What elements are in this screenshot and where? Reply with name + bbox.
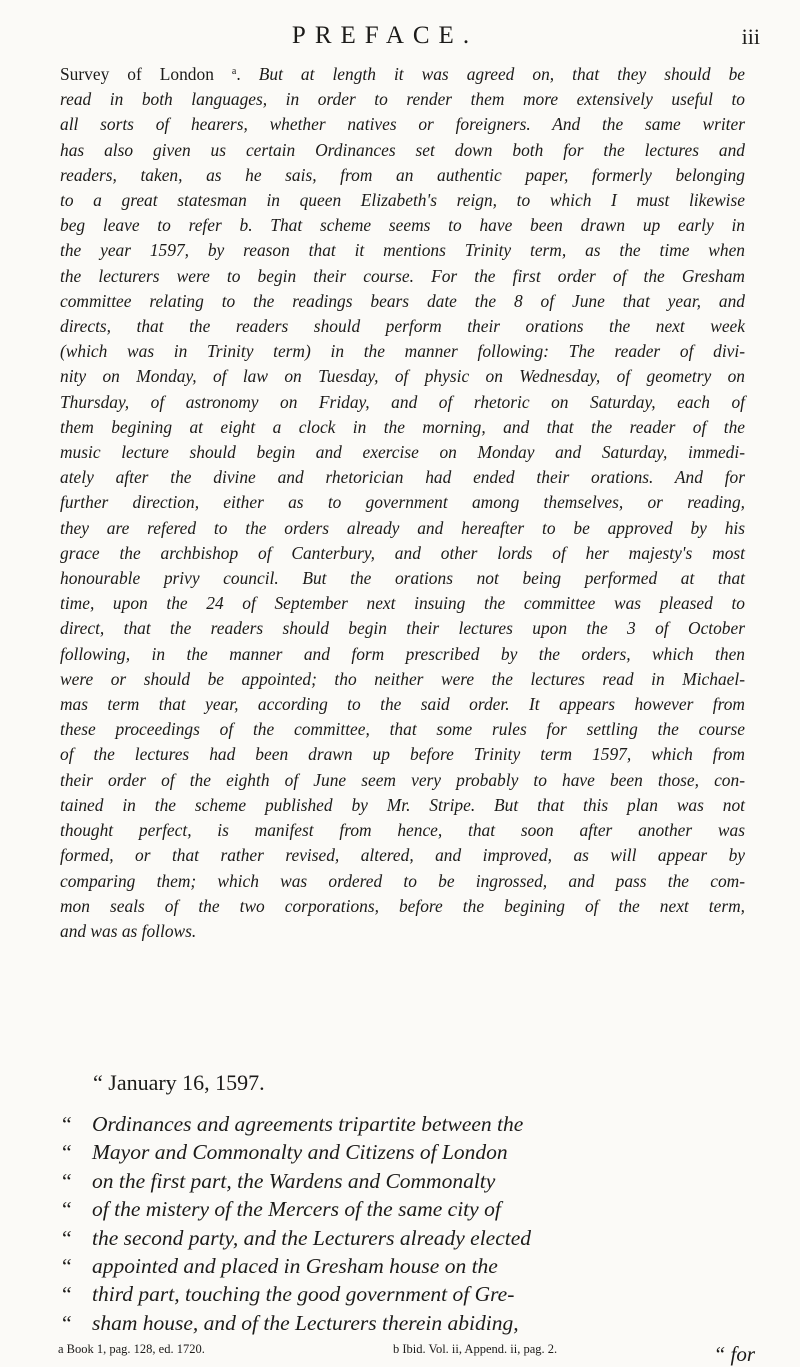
body-line (60, 768, 745, 793)
ordinance-line-text: on the first part, the Wardens and Commonalty (92, 1168, 496, 1193)
body-line (60, 188, 745, 213)
catchword: “ for (713, 1342, 755, 1366)
body-line-text: they are refered to the orders already and hereafter to be approved by his (60, 517, 745, 538)
ordinance-line (62, 1280, 762, 1308)
quote-mark: “ (62, 1168, 72, 1193)
ordinance-line (62, 1252, 762, 1280)
ordinance-line-text: the second party, and the Lecturers already elected (92, 1225, 532, 1250)
body-line-text: read in both languages, in order to render them more extensively useful to (60, 89, 745, 110)
ordinance-line (62, 1167, 762, 1195)
body-line (60, 692, 745, 717)
body-line (60, 415, 745, 440)
body-line (60, 667, 745, 692)
page-number: iii (741, 24, 760, 49)
quote-mark: “ (62, 1310, 72, 1335)
body-line (60, 238, 745, 263)
ordinance-date: “ January 16, 1597. (93, 1070, 265, 1095)
quote-mark: “ (62, 1254, 72, 1279)
ordinance-line-text: sham house, and of the Lecturers therein abiding, (92, 1310, 519, 1335)
running-title: PREFACE. (291, 22, 479, 49)
body-line-roman: Survey of London (60, 64, 232, 84)
body-line-text: of the lectures had been drawn up before Trinity term 1597, which from (60, 744, 745, 765)
body-line-text: formed, or that rather revised, altered, and improved, as will appear by (60, 845, 745, 866)
ordinance-line-text: third part, touching the good government of Gre- (92, 1282, 515, 1307)
body-line (60, 818, 745, 843)
body-line-text: and was as follows. (60, 920, 197, 941)
body-line (60, 364, 745, 389)
footnote-marker: a (231, 66, 237, 77)
body-line (60, 339, 745, 364)
body-line-text: direct, that the readers should begin their lectures upon the 3 of October (60, 618, 745, 639)
body-line (60, 591, 745, 616)
body-line (60, 112, 745, 137)
body-line (60, 163, 745, 188)
body-line (60, 541, 745, 566)
body-line-text: all sorts of hearers, whether natives or foreigners. And the same writer (60, 114, 745, 135)
body-line (60, 213, 745, 238)
body-line-text: these proceedings of the committee, that some rules for settling the course (60, 719, 745, 740)
body-line-text: further direction, either as to government among themselves, or reading, (60, 492, 745, 513)
ordinance-line-text: appointed and placed in Gresham house on the (92, 1254, 498, 1279)
body-line (60, 390, 745, 415)
body-line-text: (which was in Trinity term) in the manner following: The reader of divi- (60, 341, 745, 362)
ordinance-line-text: Ordinances and agreements tripartite between the (92, 1112, 524, 1136)
body-line-text: mon seals of the two corporations, before the begining of the next term, (60, 895, 745, 916)
body-line (60, 793, 745, 818)
body-line-text: time, upon the 24 of September next insuing the committee was pleased to (60, 593, 745, 614)
footnote-a: a Book 1, pag. 128, ed. 1720. (58, 1342, 205, 1356)
body-line (60, 894, 745, 919)
body-line (60, 465, 745, 490)
body-line (60, 314, 745, 339)
body-line (60, 616, 745, 641)
body-line-text: the lecturers were to begin their course. For the first order of the Gresham (60, 265, 745, 286)
ordinance-line (62, 1138, 762, 1166)
body-line-punct: . (236, 64, 259, 84)
body-line (60, 138, 745, 163)
body-line (60, 742, 745, 767)
body-line-text: thought perfect, is manifest from hence, that soon after another was (60, 820, 745, 841)
body-line-text: directs, that the readers should perform their orations the next week (60, 316, 745, 337)
body-line (60, 289, 745, 314)
body-line-text: their order of the eighth of June seem very probably to have been those, con- (60, 769, 745, 790)
body-line-text: grace the archbishop of Canterbury, and other lords of her majesty's most (60, 542, 745, 563)
body-line-text: the year 1597, by reason that it mentions Trinity term, as the time when (60, 240, 745, 261)
quote-mark: “ (62, 1282, 72, 1307)
body-line (60, 919, 745, 944)
ordinance-line-text: Mayor and Commonalty and Citizens of London (92, 1140, 508, 1165)
ordinance-line (62, 1195, 762, 1223)
quote-mark: “ (62, 1112, 72, 1136)
body-line-text: comparing them; which was ordered to be ingrossed, and pass the com- (60, 870, 745, 891)
quote-mark: “ (62, 1140, 72, 1165)
body-line-text: beg leave to refer b. That scheme seems to have been drawn up early in (60, 215, 745, 236)
quote-mark: “ (62, 1225, 72, 1250)
preface-paragraph (60, 62, 745, 944)
body-line-text: committee relating to the readings bears date the 8 of June that year, and (60, 290, 745, 311)
body-line-text: ately after the divine and rhetorician had ended their orations. And for (60, 467, 745, 488)
footnote-b: b Ibid. Vol. ii, Append. ii, pag. 2. (393, 1342, 558, 1356)
body-line (60, 717, 745, 742)
body-line-text: music lecture should begin and exercise on Monday and Saturday, immedi- (60, 442, 745, 463)
body-line (60, 62, 745, 87)
body-lines (60, 62, 745, 944)
body-line-text: them begining at eight a clock in the morning, and that the reader of the (60, 416, 745, 437)
page-header (0, 20, 800, 60)
body-line (60, 490, 745, 515)
ordinance-title-block (62, 1110, 762, 1337)
body-line (60, 642, 745, 667)
body-line (60, 440, 745, 465)
body-line-text: tained in the scheme published by Mr. Stripe. But that this plan was not (60, 794, 745, 815)
body-line-text: to a great statesman in queen Elizabeth's reign, to which I must likewise (60, 190, 745, 211)
body-line-text: following, in the manner and form prescribed by the orders, which then (60, 643, 745, 664)
ordinance-line-text: of the mistery of the Mercers of the same city of (92, 1197, 501, 1222)
body-line-italic: But at length it was agreed on, that they should be (258, 64, 746, 84)
body-line-text: nity on Monday, of law on Tuesday, of physic on Wednesday, of geometry on (60, 366, 745, 387)
body-line-text: were or should be appointed; tho neither were the lectures read in Michael- (60, 668, 745, 689)
body-line (60, 566, 745, 591)
body-line-text: mas term that year, according to the said order. It appears however from (60, 694, 745, 715)
body-line (60, 869, 745, 894)
body-line-text: Thursday, of astronomy on Friday, and of rhetoric on Saturday, each of (60, 391, 745, 412)
body-line (60, 843, 745, 868)
body-line (60, 264, 745, 289)
body-line (60, 87, 745, 112)
body-line-text: readers, taken, as he sais, from an authentic paper, formerly belonging (60, 164, 745, 185)
ordinance-line (62, 1309, 762, 1337)
ordinance-line (62, 1224, 762, 1252)
ordinance-line (62, 1110, 762, 1138)
quote-mark: “ (62, 1197, 72, 1222)
body-line-text: honourable privy council. But the orations not being performed at that (60, 568, 745, 589)
body-line-text: has also given us certain Ordinances set down both for the lectures and (60, 139, 745, 160)
body-line (60, 516, 745, 541)
